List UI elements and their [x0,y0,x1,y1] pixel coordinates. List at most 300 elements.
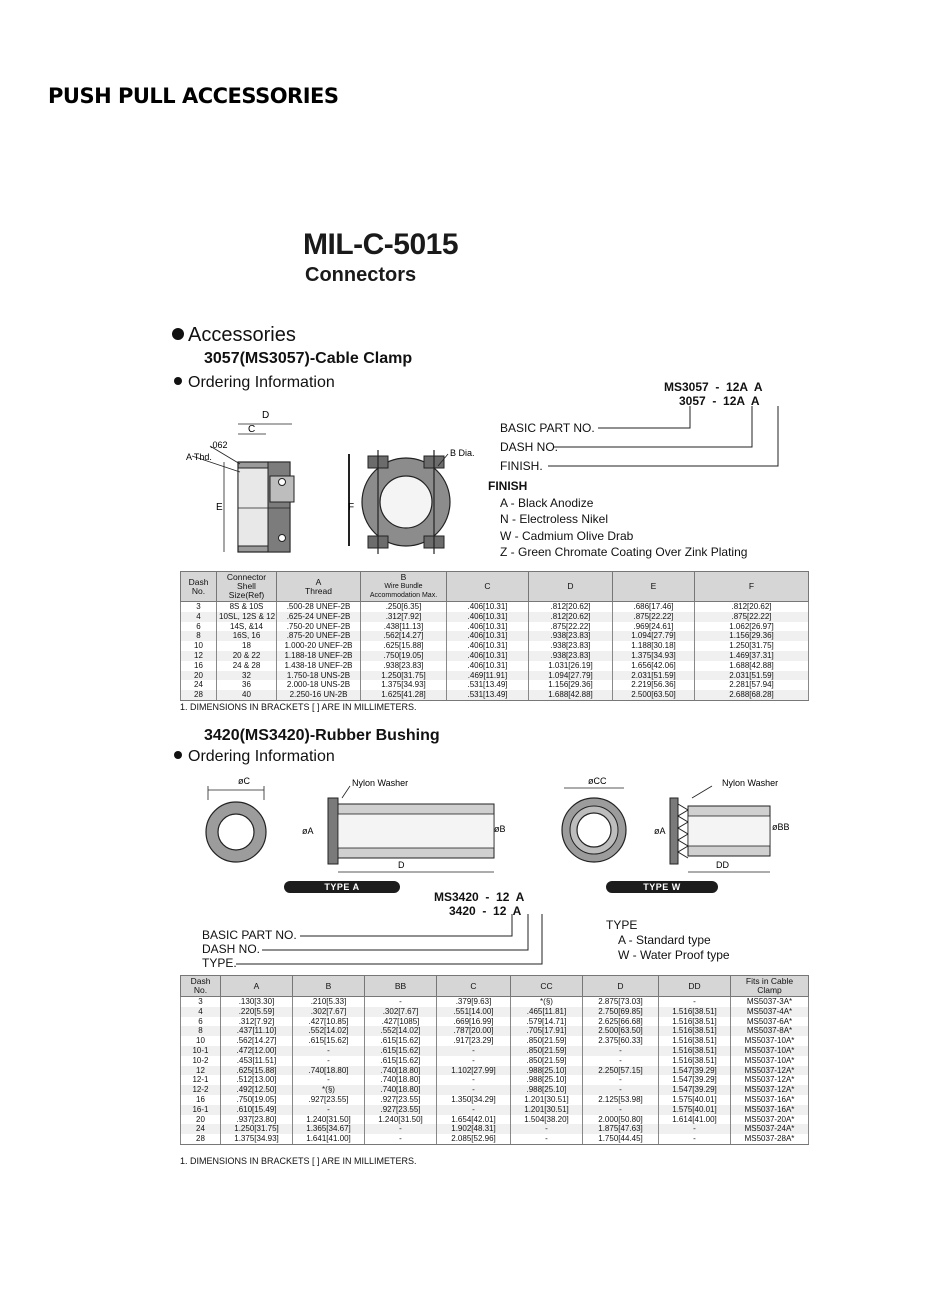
table-cell: - [583,1105,659,1115]
bushing-note: 1. DIMENSIONS IN BRACKETS [ ] ARE IN MILLIMETERS. [180,1156,417,1166]
page-heading: PUSH PULL ACCESSORIES [48,84,339,108]
clamp-callout-basic: BASIC PART NO. [500,421,595,435]
label-phic: øC [238,776,250,786]
table-cell: 10-1 [181,1046,221,1056]
table-row [181,1124,809,1134]
table-cell: MS5037-24A* [731,1124,809,1134]
table-cell: .437[11.10] [221,1026,293,1036]
table-cell: - [437,1046,511,1056]
table-cell: 1.516[38.51] [659,1026,731,1036]
table-cell: 1.188[30.18] [613,641,695,651]
table-cell: .686[17.46] [613,602,695,612]
table-cell: .610[15.49] [221,1105,293,1115]
bushing-part-code-2: 3420 - 12 A [449,904,522,918]
table-cell: 1.516[38.51] [659,1046,731,1056]
finish-item: Z - Green Chromate Coating Over Zink Plating [500,545,748,559]
col-e: E [613,572,695,602]
label-e: E [216,502,223,513]
table-row [181,1046,809,1056]
table-cell: 40 [217,690,277,700]
table-cell: - [293,1056,365,1066]
bushing-ordering-text: Ordering Information [188,748,335,765]
table-cell: 1.750-18 UNS-2B [277,671,361,681]
bushing-w-side-view [654,778,790,872]
table-cell: .130[3.30] [221,997,293,1007]
col-b: B [293,976,365,997]
table-cell: - [365,1124,437,1134]
table-cell: 1.365[34.67] [293,1124,365,1134]
table-cell: .850[21.59] [511,1056,583,1066]
table-cell: .406[10.31] [447,602,529,612]
table-cell: 1.516[38.51] [659,1056,731,1066]
col-c: C [437,976,511,997]
table-cell: *(§) [293,1085,365,1095]
table-cell: 32 [217,671,277,681]
table-cell: MS5037-4A* [731,1007,809,1017]
table-cell: .615[15.62] [365,1056,437,1066]
table-cell: 2.125[53.98] [583,1095,659,1105]
table-row [181,1066,809,1076]
table-cell: .938[23.83] [529,641,613,651]
table-cell: - [583,1046,659,1056]
table-row [181,1075,809,1085]
table-cell: 1.240[31.50] [293,1115,365,1125]
table-cell: .812[20.62] [695,602,809,612]
table-cell: 2.500[63.50] [613,690,695,700]
table-cell: .427[10.85] [293,1017,365,1027]
table-cell: .551[14.00] [437,1007,511,1017]
table-cell: 2.375[60.33] [583,1036,659,1046]
table-cell: .927[23.55] [365,1105,437,1115]
table-cell: 1.000-20 UNEF-2B [277,641,361,651]
table-cell: 3 [181,602,217,612]
section-title-text: Accessories [188,324,296,346]
clamp-part-code-2: 3057 - 12A A [679,394,760,408]
table-cell: .917[23.29] [437,1036,511,1046]
col-b: B Wire Bundle Accommodation Max. [361,572,447,602]
table-cell: 20 [181,1115,221,1125]
table-cell: 1.094[27.79] [613,631,695,641]
table-cell: - [365,997,437,1007]
label-f: F [348,502,355,513]
table-cell: 2.085[52.96] [437,1134,511,1144]
table-row [181,1134,809,1144]
bushing-callout-basic: BASIC PART NO. [202,928,297,942]
table-cell: 1.516[38.51] [659,1007,731,1017]
table-cell: .406[10.31] [447,651,529,661]
finish-head: FINISH [488,479,528,493]
col-dash: Dash No. [181,572,217,602]
table-row [181,1085,809,1095]
label-phia2: øA [654,826,666,836]
table-cell: 14S, &14 [217,622,277,632]
table-cell: 10 [181,1036,221,1046]
col-d: D [583,976,659,997]
table-cell: .453[11.51] [221,1056,293,1066]
table-cell: MS5037-10A* [731,1046,809,1056]
table-cell: .312[7.92] [221,1017,293,1027]
table-cell: 16-1 [181,1105,221,1115]
table-cell: 1.188-18 UNEF-2B [277,651,361,661]
table-cell: MS5037-12A* [731,1075,809,1085]
table-cell: 1.102[27.99] [437,1066,511,1076]
table-cell: .740[18.80] [365,1066,437,1076]
table-cell: .562[14.27] [221,1036,293,1046]
table-cell: .220[5.59] [221,1007,293,1017]
table-cell: .988[25.10] [511,1085,583,1095]
table-cell: 6 [181,622,217,632]
table-cell: .705[17.91] [511,1026,583,1036]
bushing-a-end-view [206,776,266,862]
type-list [606,918,730,963]
table-cell: 1.201[30.51] [511,1095,583,1105]
table-row [181,1056,809,1066]
table-cell: - [511,1134,583,1144]
label-phicc: øCC [588,776,607,786]
clamp-callout-finish: FINISH. [500,459,543,473]
table-row [181,1036,809,1046]
type-a-badge: TYPE A [284,881,400,893]
table-cell: 36 [217,680,277,690]
table-cell: 1.688[42.88] [529,690,613,700]
table-cell: 6 [181,1017,221,1027]
table-cell: 4 [181,1007,221,1017]
label-athd: A Thd. [186,452,212,462]
table-cell: .875[22.22] [529,622,613,632]
table-cell: 1.875[47.63] [583,1124,659,1134]
table-cell: .969[24.61] [613,622,695,632]
table-cell: 28 [181,690,217,700]
table-cell: - [659,1124,731,1134]
col-fits: Fits in Cable Clamp [731,976,809,997]
clamp-callout-dash: DASH NO. [500,440,559,454]
table-cell: .875-20 UNEF-2B [277,631,361,641]
table-cell: 1.654[42.01] [437,1115,511,1125]
table-cell: 4 [181,612,217,622]
table-cell: 8 [181,631,217,641]
clamp-title: 3057(MS3057)-Cable Clamp [204,350,413,367]
table-cell: 10SL, 12S & 12 [217,612,277,622]
table-cell: MS5037-6A* [731,1017,809,1027]
table-cell: 1.062[26.97] [695,622,809,632]
type-w-badge: TYPE W [606,881,718,893]
table-cell: .615[15.62] [293,1036,365,1046]
table-cell: .875[22.22] [695,612,809,622]
table-cell: 16 [181,661,217,671]
table-cell: .625[15.88] [361,641,447,651]
table-cell: - [437,1075,511,1085]
bushing-table-body [181,997,809,1145]
label-c: C [248,424,256,435]
table-cell: .812[20.62] [529,602,613,612]
table-cell: - [659,1134,731,1144]
table-cell: .438[11.13] [361,622,447,632]
table-cell: 2.625[66.68] [583,1017,659,1027]
table-cell: .552[14.02] [365,1026,437,1036]
table-cell: 1.375[34.93] [361,680,447,690]
table-cell: 28 [181,1134,221,1144]
table-cell: 1.438-18 UNEF-2B [277,661,361,671]
table-cell: 1.240[31.50] [365,1115,437,1125]
bushing-spec-table [180,975,809,1145]
table-cell: 16 [181,1095,221,1105]
col-c: C [447,572,529,602]
table-cell: .302[7.67] [365,1007,437,1017]
table-cell: 3 [181,997,221,1007]
table-cell: .750-20 UNEF-2B [277,622,361,632]
table-cell: MS5037-3A* [731,997,809,1007]
table-row [181,1095,809,1105]
table-cell: 24 [181,680,217,690]
bushing-part-code-1: MS3420 - 12 A [434,890,525,904]
table-cell: MS5037-12A* [731,1085,809,1095]
table-cell: MS5037-20A* [731,1115,809,1125]
doc-title: MIL-C-5015 [303,228,459,261]
table-cell: .750[19.05] [221,1095,293,1105]
bushing-callout-dash: DASH NO. [202,942,261,956]
table-cell: 2.688[68.28] [695,690,809,700]
table-cell: .850[21.59] [511,1036,583,1046]
table-cell: - [437,1105,511,1115]
table-cell: .210[5.33] [293,997,365,1007]
table-row [181,997,809,1007]
table-cell: - [659,997,731,1007]
table-cell: 2.000-18 UNS-2B [277,680,361,690]
label-phia1: øA [302,826,314,836]
table-cell: .406[10.31] [447,641,529,651]
table-cell: - [583,1075,659,1085]
table-cell: 2.250[57.15] [583,1066,659,1076]
table-cell: .469[11.91] [447,671,529,681]
table-cell: .406[10.31] [447,661,529,671]
table-cell: 1.156[29.36] [695,631,809,641]
table-cell: 8S & 10S [217,602,277,612]
table-cell: 1.656[42.06] [613,661,695,671]
table-cell: .740[18.80] [293,1066,365,1076]
table-cell: .427[1085] [365,1017,437,1027]
table-cell: .615[15.62] [365,1046,437,1056]
table-cell: .579[14.71] [511,1017,583,1027]
table-cell: 2.500[63.50] [583,1026,659,1036]
table-cell: .625-24 UNEF-2B [277,612,361,622]
col-f: F [695,572,809,602]
table-cell: .472[12.00] [221,1046,293,1056]
table-cell: 1.250[31.75] [221,1124,293,1134]
col-dd: DD [659,976,731,997]
table-cell: 12-1 [181,1075,221,1085]
table-cell: .850[21.59] [511,1046,583,1056]
label-nylon2: Nylon Washer [722,778,779,788]
table-cell: 1.547[39.29] [659,1066,731,1076]
label-phibb: øBB [772,822,790,832]
table-cell: 2.281[57.94] [695,680,809,690]
table-cell: 18 [217,641,277,651]
table-cell: .937[23.80] [221,1115,293,1125]
clamp-note: 1. DIMENSIONS IN BRACKETS [ ] ARE IN MILLIMETERS. [180,702,417,712]
table-cell: 1.516[38.51] [659,1036,731,1046]
table-cell: 12 [181,651,217,661]
table-cell: 1.641[41.00] [293,1134,365,1144]
table-cell: .312[7.92] [361,612,447,622]
table-cell: 10 [181,641,217,651]
table-cell: .465[11.81] [511,1007,583,1017]
table-cell: 20 & 22 [217,651,277,661]
table-cell: MS5037-10A* [731,1056,809,1066]
table-cell: 1.469[37.31] [695,651,809,661]
table-cell: 12-2 [181,1085,221,1095]
table-row [181,1026,809,1036]
bushing-callout-type: TYPE. [202,956,237,970]
table-cell: MS5037-16A* [731,1095,809,1105]
table-cell: .492[12.50] [221,1085,293,1095]
bushing-title: 3420(MS3420)-Rubber Bushing [204,727,440,744]
table-cell: .787[20.00] [437,1026,511,1036]
table-cell: .379[9.63] [437,997,511,1007]
doc-subtitle: Connectors [305,264,417,286]
table-cell: 1.094[27.79] [529,671,613,681]
table-cell: 1.350[34.29] [437,1095,511,1105]
table-cell: 1.575[40.01] [659,1105,731,1115]
table-cell: 2.875[73.03] [583,997,659,1007]
col-a: A Thread [277,572,361,602]
label-062: .062 [210,440,228,450]
table-cell: 1.250[31.75] [361,671,447,681]
type-head: TYPE [606,918,638,932]
type-item: A - Standard type [618,933,711,947]
table-cell: .927[23.55] [365,1095,437,1105]
finish-item: N - Electroless Nikel [500,512,609,526]
table-cell: .406[10.31] [447,622,529,632]
table-cell: - [437,1085,511,1095]
table-row [181,1105,809,1115]
table-cell: .562[14.27] [361,631,447,641]
table-cell: MS5037-28A* [731,1134,809,1144]
table-cell: .750[19.05] [361,651,447,661]
table-cell: MS5037-12A* [731,1066,809,1076]
table-cell: 2.031[51.59] [695,671,809,681]
table-cell: .812[20.62] [529,612,613,622]
table-cell: .625[15.88] [221,1066,293,1076]
bushing-w-end-view [562,776,626,862]
table-cell: .927[23.55] [293,1095,365,1105]
col-d: D [529,572,613,602]
table-cell: 1.031[26.19] [529,661,613,671]
datasheet-scan [172,220,812,1180]
table-cell: 2.000[50.80] [583,1115,659,1125]
label-phib: øB [494,824,506,834]
table-cell: 1.375[34.93] [613,651,695,661]
label-bdia: B Dia. [450,448,475,458]
clamp-part-code-1: MS3057 - 12A A [664,380,763,394]
table-cell: 1.516[38.51] [659,1017,731,1027]
table-cell: 1.250[31.75] [695,641,809,651]
table-cell: 1.156[29.36] [529,680,613,690]
table-cell: .512[13.00] [221,1075,293,1085]
table-cell: 1.504[38.20] [511,1115,583,1125]
table-cell: - [437,1056,511,1066]
label-d: D [262,410,270,421]
table-cell: 24 & 28 [217,661,277,671]
table-cell: 1.625[41.28] [361,690,447,700]
table-cell: 2.750[69.85] [583,1007,659,1017]
table-cell: .938[23.83] [529,651,613,661]
table-cell: MS5037-16A* [731,1105,809,1115]
table-cell: 2.250-16 UN-2B [277,690,361,700]
table-cell: - [293,1105,365,1115]
table-cell: - [293,1046,365,1056]
col-cc: CC [511,976,583,997]
table-cell: - [583,1085,659,1095]
table-cell: 1.688[42.88] [695,661,809,671]
col-dash: Dash No. [181,976,221,997]
type-item: W - Water Proof type [618,948,730,962]
table-cell: 1.902[48.31] [437,1124,511,1134]
table-cell: .669[16.99] [437,1017,511,1027]
table-cell: 1.575[40.01] [659,1095,731,1105]
table-row [181,1017,809,1027]
table-cell: .500-28 UNEF-2B [277,602,361,612]
table-cell: .302[7.67] [293,1007,365,1017]
label-bd: D [398,860,405,870]
label-nylon1: Nylon Washer [352,778,409,788]
table-cell: 1.201[30.51] [511,1105,583,1115]
table-cell: 1.547[39.29] [659,1085,731,1095]
table-cell: .740[18.80] [365,1075,437,1085]
table-cell: - [365,1134,437,1144]
bushing-a-side-view [302,778,506,872]
table-cell: MS5037-8A* [731,1026,809,1036]
table-row [181,1115,809,1125]
table-cell: .531[13.49] [447,680,529,690]
table-cell: - [511,1124,583,1134]
table-cell: .250[6.35] [361,602,447,612]
table-cell: 1.750[44.45] [583,1134,659,1144]
table-cell: .406[10.31] [447,631,529,641]
table-cell: 12 [181,1066,221,1076]
label-dd: DD [716,860,729,870]
table-cell: .531[13.49] [447,690,529,700]
table-row [181,1007,809,1017]
table-cell: 2.219[56.36] [613,680,695,690]
table-cell: 1.375[34.93] [221,1134,293,1144]
table-header-row [181,976,809,997]
table-cell: .406[10.31] [447,612,529,622]
table-cell: 24 [181,1124,221,1134]
col-a: A [221,976,293,997]
table-cell: .615[15.62] [365,1036,437,1046]
col-bb: BB [365,976,437,997]
finish-item: A - Black Anodize [500,495,594,510]
table-cell: .875[22.22] [613,612,695,622]
table-cell: - [583,1056,659,1066]
table-cell: .988[25.10] [511,1066,583,1076]
table-cell: 1.614[41.00] [659,1115,731,1125]
table-cell: .988[25.10] [511,1075,583,1085]
table-cell: - [293,1075,365,1085]
table-cell: .740[18.80] [365,1085,437,1095]
finish-item: W - Cadmium Olive Drab [500,528,634,543]
table-cell: MS5037-10A* [731,1036,809,1046]
table-cell: 10-2 [181,1056,221,1066]
table-cell: 8 [181,1026,221,1036]
table-cell: 20 [181,671,217,681]
col-shell: Connector Shell Size(Ref) [217,572,277,602]
clamp-ordering-text: Ordering Information [188,374,335,391]
table-cell: .938[23.83] [529,631,613,641]
table-cell: *(§) [511,997,583,1007]
table-cell: 1.547[39.29] [659,1075,731,1085]
table-cell: 2.031[51.59] [613,671,695,681]
